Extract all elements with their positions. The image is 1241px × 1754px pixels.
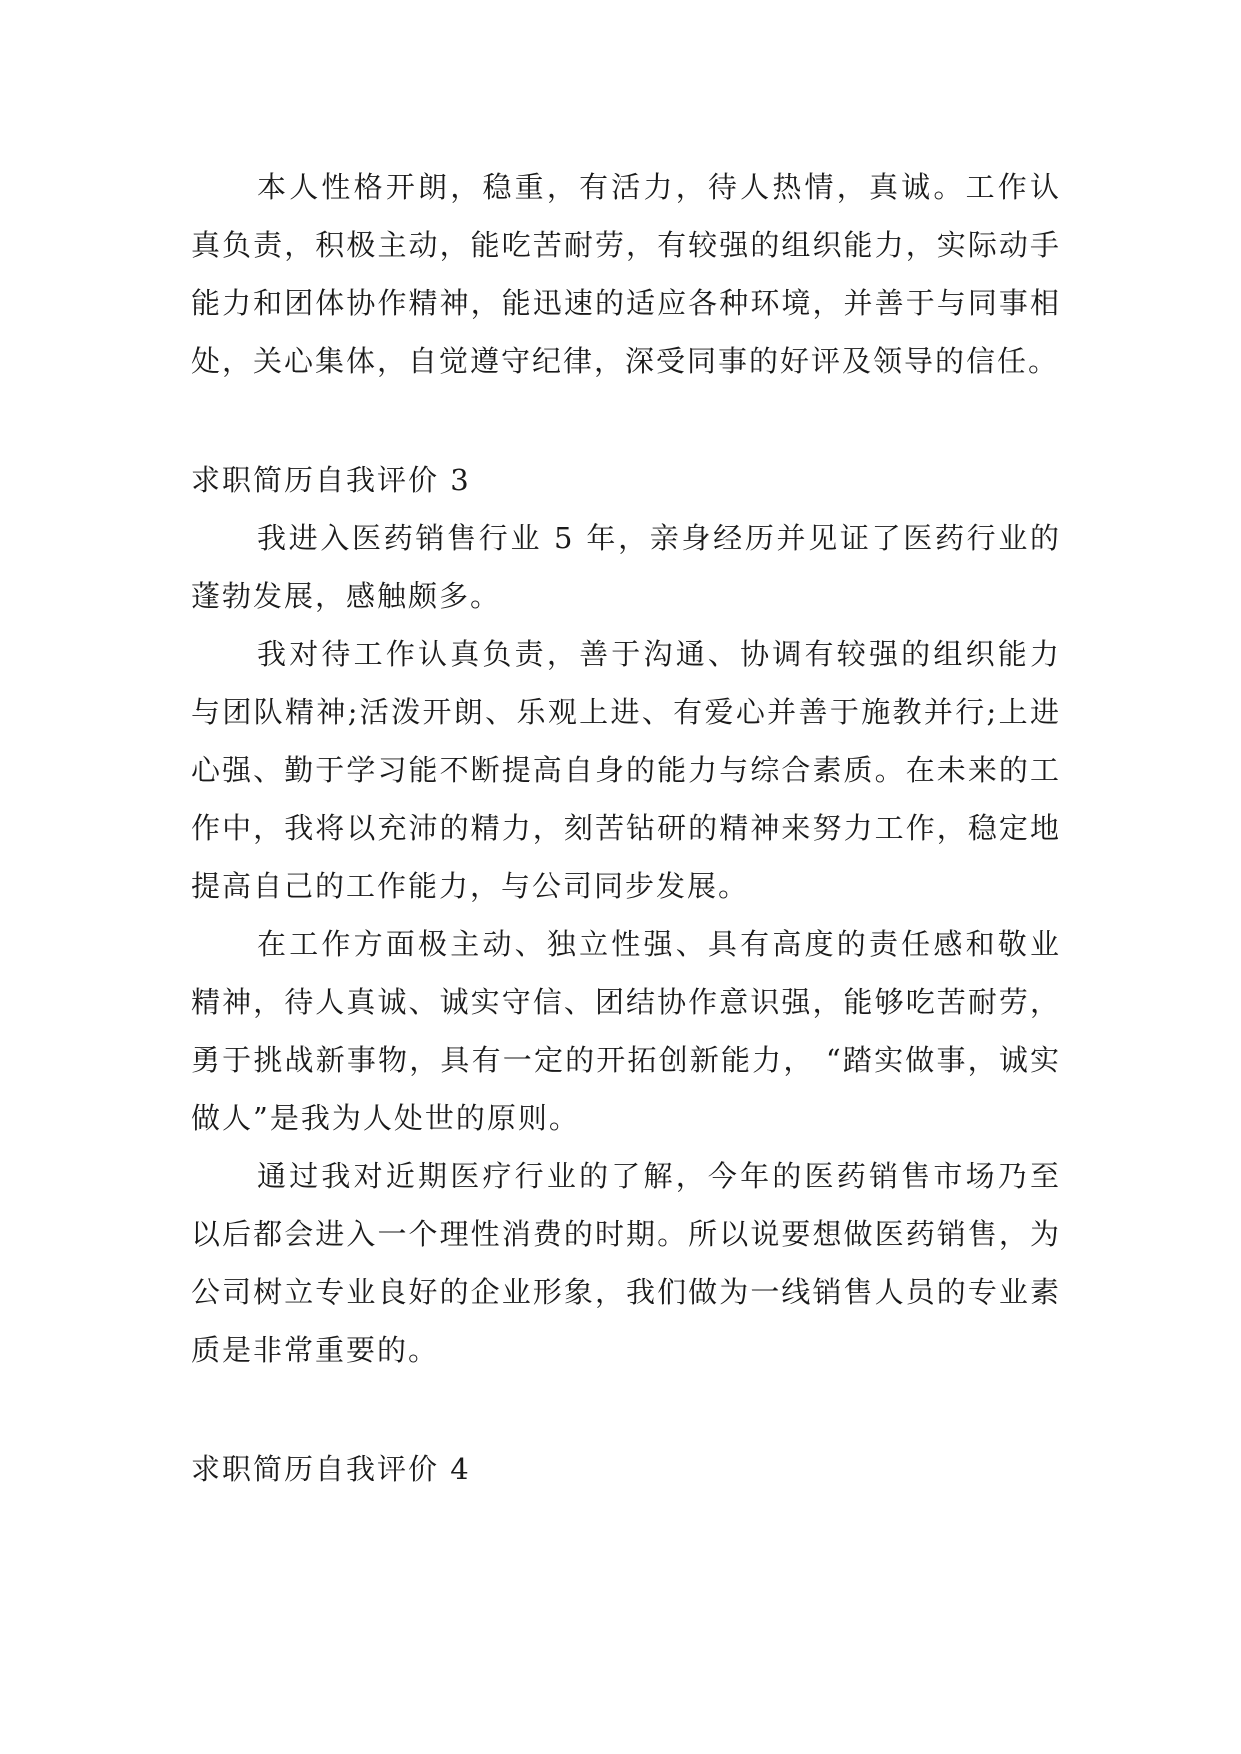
section3-paragraph-2: 我对待工作认真负责，善于沟通、协调有较强的组织能力与团队精神;活泼开朗、乐观上进、有爱心并善于施教并行;上进心强、勤于学习能不断提高自身的能力与综合素质。在未来的工作中，我将以充沛的精力，刻苦钻研的精神来努力工作，稳定地提高自己的工作能力，与公司同步发展。 — [191, 637, 1061, 903]
section-spacer — [191, 390, 1061, 451]
document-body — [191, 158, 1061, 1498]
section3-paragraph-3: 在工作方面极主动、独立性强、具有高度的责任感和敬业精神，待人真诚、诚实守信、团结协作意识强，能够吃苦耐劳，勇于挑战新事物，具有一定的开拓创新能力， “踏实做事，诚实做人”是我为人处世的原则。 — [191, 927, 1061, 1135]
intro-paragraph: 本人性格开朗，稳重，有活力，待人热情，真诚。工作认真负责，积极主动，能吃苦耐劳，有较强的组织能力，实际动手能力和团体协作精神，能迅速的适应各种环境，并善于与同事相处，关心集体，自觉遵守纪律，深受同事的好评及领导的信任。 — [191, 170, 1061, 378]
section-heading-3: 求职简历自我评价 3 — [191, 463, 471, 497]
section-heading-4: 求职简历自我评价 4 — [191, 1452, 471, 1486]
section3-paragraph-4: 通过我对近期医疗行业的了解，今年的医药销售市场乃至以后都会进入一个理性消费的时期。所以说要想做医药销售，为公司树立专业良好的企业形象，我们做为一线销售人员的专业素质是非常重要的。 — [191, 1159, 1061, 1367]
section-spacer — [191, 1379, 1061, 1440]
section3-paragraph-1: 我进入医药销售行业 5 年，亲身经历并见证了医药行业的蓬勃发展，感触颇多。 — [191, 521, 1061, 613]
